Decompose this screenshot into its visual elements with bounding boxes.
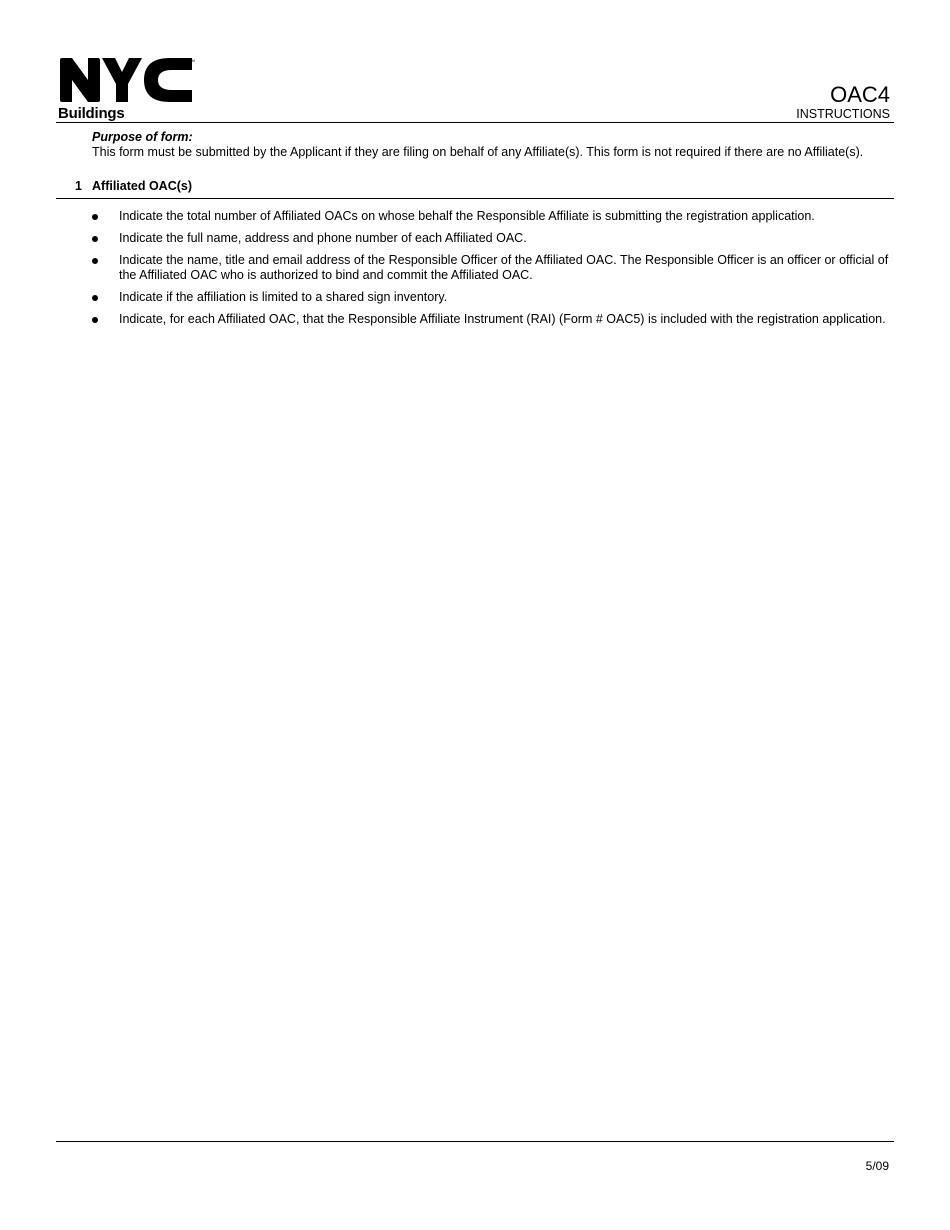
agency-name: Buildings [58,105,125,122]
bullet-icon [92,258,98,264]
list-item [92,253,892,283]
header-divider [56,122,894,123]
list-item [92,209,892,224]
list-item [92,231,892,246]
list-item-text: Indicate the name, title and email address of the Responsible Officer of the Affiliated OAC. The Responsible Officer is an officer or official of the Affiliated OAC who is authorized to bind and commit the Affiliated OAC. [119,253,889,282]
svg-text:TM: TM [189,58,195,63]
section-divider [56,198,894,199]
purpose-label: Purpose of form: [92,130,193,144]
bullet-icon [92,295,98,301]
section-number: 1 [75,179,82,193]
list-item-text: Indicate the full name, address and phone number of each Affiliated OAC. [119,231,527,245]
revision-date: 5/09 [865,1159,889,1173]
list-item-text: Indicate if the affiliation is limited to a shared sign inventory. [119,290,448,304]
list-item-text: Indicate the total number of Affiliated OACs on whose behalf the Responsible Affiliate is submitting the registration application. [119,209,815,223]
footer-divider [56,1141,894,1142]
form-number: OAC4 [830,82,890,107]
form-subtitle: INSTRUCTIONS [796,107,890,121]
list-item [92,290,892,305]
instruction-list [92,209,892,334]
bullet-icon [92,236,98,242]
nyc-logo-icon [58,56,196,104]
list-item-text: Indicate, for each Affiliated OAC, that the Responsible Affiliate Instrument (RAI) (Form # OAC5) is included with the registration application. [119,312,886,326]
list-item [92,312,892,327]
section-title: Affiliated OAC(s) [92,179,192,193]
bullet-icon [92,317,98,323]
bullet-icon [92,214,98,220]
purpose-text: This form must be submitted by the Applicant if they are filing on behalf of any Affiliate(s). This form is not required if there are no Affiliate(s). [92,145,864,159]
